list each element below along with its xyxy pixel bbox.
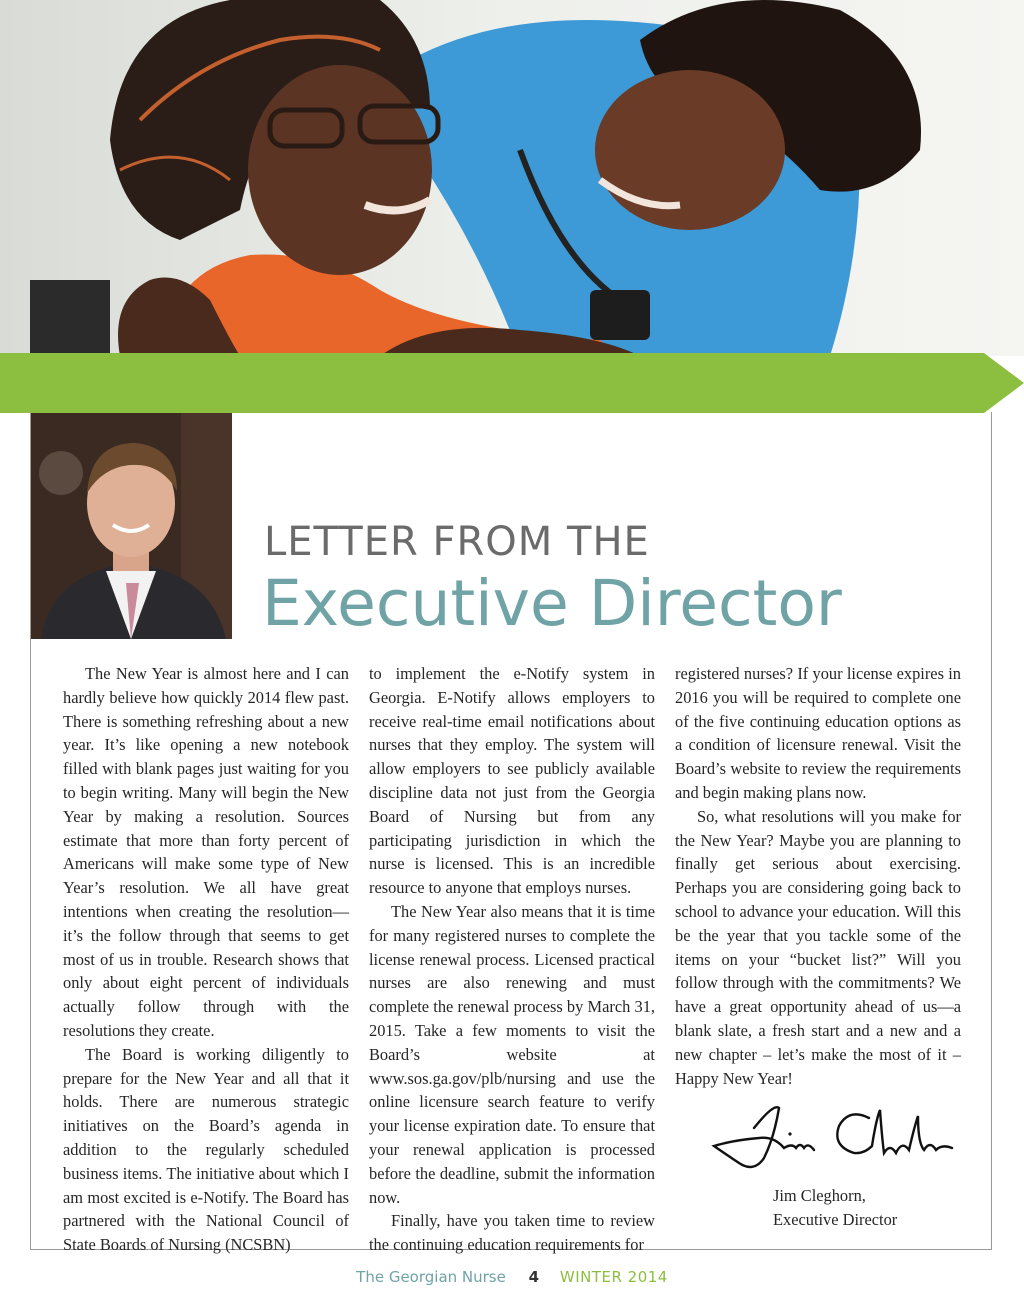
banner-arrow bbox=[0, 353, 1024, 413]
paragraph: So, what resolutions will you make for the New Year? Maybe you are planning to finally get serious about exercising. Perhaps you are considering going back to school to advance your education. Will this be the year that you tackle some of the items on your “bucket list?” Will you follow through with the commitments? We have a great opportunity ahead of us—a blank slate, a fresh start and a new and a new chapter – let’s make the most of it – Happy New Year! bbox=[675, 806, 961, 1088]
page-title: Executive Director bbox=[262, 567, 842, 640]
handwritten-signature bbox=[704, 1098, 954, 1176]
hero-photo bbox=[0, 0, 1024, 356]
signatory-title: Executive Director bbox=[773, 1210, 898, 1229]
author-portrait bbox=[31, 413, 232, 639]
publication-name: The Georgian Nurse bbox=[356, 1268, 506, 1286]
paragraph: The New Year is almost here and I can hardly believe how quickly 2014 flew past. There is something refreshing about a new year. It’s like opening a new notebook filled with blank pages just waiting for you to begin writing. Many will begin the New Year by making a resolution. Sources estimate that more than forty percent of Americans will make some type of New Year’s resolution. We all have great intentions when creating the resolution—it’s the follow through that seems to get most of us in trouble. Research shows that only about eight percent of individuals actually follow through with the resolutions they create. bbox=[63, 664, 349, 1040]
paragraph: The New Year also means that it is time for many registered nurses to complete the license renewal process. Licensed practical nurses are also renewing and must complete the renewal process by March 31, 2015. Take a few moments to visit the Board’s website at www.sos.ga.gov/plb/nursing and use the online licensure search feature to verify your license expiration date. To ensure that your renewal application is processed before the deadline, submit the information now. bbox=[369, 901, 655, 1207]
text-column-2 bbox=[369, 662, 655, 1257]
paragraph: Finally, have you taken time to review the continuing education requirements for bbox=[369, 1211, 655, 1255]
paragraph: The Board is working diligently to prepare for the New Year and all that it holds. There are numerous strategic initiatives on the Board’s agenda in addition to the regularly scheduled business items. The initiative about which I am most excited is e-Notify. The Board has partnered with the National Council of State Boards of Nursing (NCSBN) bbox=[63, 1044, 349, 1255]
page-footer bbox=[0, 1268, 1024, 1286]
text-column-1 bbox=[63, 662, 349, 1257]
paragraph: registered nurses? If your license expires in 2016 you will be required to complete one of the five continuing education options as a condition of licensure renewal. Visit the Board’s website to review the requirements and begin making plans now. bbox=[675, 664, 961, 802]
text-column-3 bbox=[675, 662, 961, 1090]
page-number: 4 bbox=[528, 1268, 540, 1286]
title-kicker: LETTER FROM THE bbox=[264, 519, 650, 565]
paragraph: to implement the e-Notify system in Georgia. E-Notify allows employers to receive real-time email notifications about nurses that they employ. The system will allow employers to see publicly available discipline data not just from the Georgia Board of Nursing but from any participating jurisdiction in which the nurse is licensed. This is an incredible resource to anyone that employs nurses. bbox=[369, 664, 655, 898]
signatory-name: Jim Cleghorn, bbox=[773, 1186, 866, 1205]
issue-label: WINTER 2014 bbox=[559, 1268, 668, 1286]
